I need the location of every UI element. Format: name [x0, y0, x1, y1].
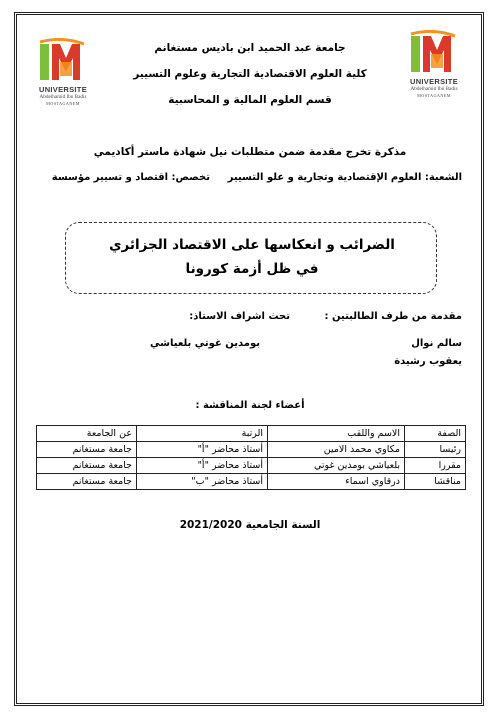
memo-branch: الشعبة: العلوم الإقتصادية وتجارية و علو التسيير	[227, 172, 462, 183]
memo-specialty: تخصص: اقتصاد و تسيير مؤسسة	[51, 172, 210, 183]
logo-university-subname: Abdelhamid Ibn Badis	[39, 94, 87, 100]
thesis-title-line2: في ظل أزمة كورونا	[185, 261, 319, 277]
student-name-1: سالم نوال	[411, 338, 462, 349]
jury-table-header	[37, 426, 466, 442]
supervisor-name: بومدين غوتي بلعياشي	[150, 338, 260, 349]
table-row	[37, 474, 466, 490]
supervisor-label: تحث اشراف الاستاذ:	[189, 311, 290, 322]
jury-header-rank: الرتبة	[137, 426, 268, 442]
jury-role: مناقشا	[405, 474, 466, 490]
logo-university-city: MOSTAGANEM	[417, 93, 451, 98]
logo-university-subname: Abdelhamid Ibn Badis	[410, 86, 458, 92]
jury-rank: أستاذ محاضر "أ"	[137, 442, 268, 458]
university-logo-left	[22, 38, 104, 112]
header-faculty: كلية العلوم الاقتصادية التجارية وعلوم التسيير	[133, 68, 367, 80]
academic-year: السنة الجامعية 2021/2020	[179, 519, 321, 531]
logo-university-name: UNIVERSITE	[409, 77, 458, 86]
student-name-2: يعقوب رشيدة	[394, 356, 462, 367]
jury-rank: أستاذ محاضر "ب"	[137, 474, 268, 490]
jury-university: جامعة مستغانم	[37, 458, 137, 474]
table-row	[37, 442, 466, 458]
logo-university-name: UNIVERSITE	[38, 85, 87, 94]
jury-header-name: الاسم واللقب	[268, 426, 405, 442]
jury-table	[36, 425, 466, 490]
thesis-title-box	[65, 222, 437, 294]
students-label: مقدمة من طرف الطالبتين :	[324, 311, 462, 322]
logo-university-city: MOSTAGANEM	[46, 101, 80, 106]
jury-header-role: الصفة	[405, 426, 466, 442]
jury-university: جامعة مستغانم	[37, 442, 137, 458]
thesis-title-line1: الضرائب و انعكاسها على الاقتصاد الجزائري	[109, 237, 395, 253]
jury-university: جامعة مستغانم	[37, 474, 137, 490]
header-department: قسم العلوم المالية و المحاسبية	[168, 94, 332, 106]
memo-subtitle: مذكرة تخرج مقدمة ضمن متطلبات نيل شهادة ماستر أكاديمي	[93, 146, 407, 158]
jury-role: مقررا	[405, 458, 466, 474]
table-row	[37, 458, 466, 474]
jury-rank: أستاذ محاضر "أ"	[137, 458, 268, 474]
jury-role: رئيسا	[405, 442, 466, 458]
jury-header-university: عن الجامعة	[37, 426, 137, 442]
jury-member-name: درقاوي اسماء	[268, 474, 405, 490]
jury-member-name: بلعياشي بومدين غوتي	[268, 458, 405, 474]
logo-mark-icon	[393, 30, 475, 78]
logo-mark-icon	[22, 38, 104, 86]
jury-label: أعضاء لجنة المناقشة :	[195, 400, 305, 411]
university-logo-right	[393, 30, 475, 104]
jury-member-name: مكاوي محمد الامين	[268, 442, 405, 458]
header-university: جامعة عبد الحميد ابن باديس مستغانم	[154, 42, 346, 54]
